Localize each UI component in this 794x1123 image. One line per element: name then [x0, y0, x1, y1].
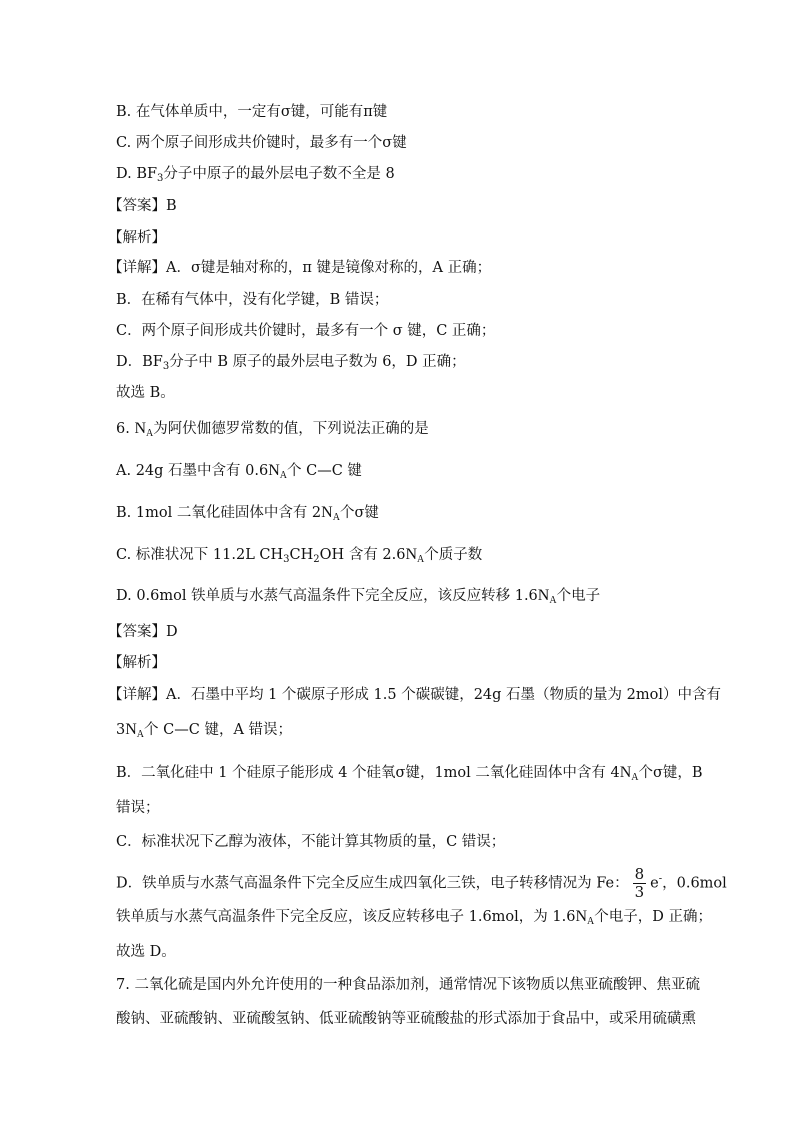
q6-option-a: A. 24g 石墨中含有 $0.6N_A$个 C—C 键	[116, 462, 362, 481]
question-7-line-2: 酸钠、亚硫酸钠、亚硫酸氢钠、低亚硫酸钠等亚硫酸盐的形式添加于食品中，或采用硫磺熏	[116, 1011, 696, 1027]
na-symbol: $N_A$	[321, 504, 340, 523]
option-b: B. 在气体单质中，一定有σ键，可能有π键	[116, 104, 388, 120]
question-7-line-1: 7. 二氧化硫是国内外允许使用的一种食品添加剂，通常情况下该物质以焦亚硫酸钾、焦亚硫	[116, 977, 700, 993]
q6-analysis-label: 【解析】	[108, 655, 166, 671]
q6-explanation-c: C．标准状况下乙醇为液体，不能计算其物质的量，C 错误；	[116, 834, 506, 850]
q6-option-c: C. 标准状况下 11.2L $CH_3CH_2OH$ 含有 $2.6N_A$个质子数	[116, 546, 483, 565]
na-symbol: $N_A$	[405, 546, 425, 565]
na-symbol: $N_A$	[134, 420, 154, 439]
option-c: C. 两个原子间形成共价键时，最多有一个σ键	[116, 135, 407, 151]
q6-option-d: D. 0.6mol 铁单质与水蒸气高温条件下完全反应，该反应转移 $1.6N_A$个电子	[116, 587, 601, 606]
fraction-8-3: $\frac{8}{3}$	[634, 865, 645, 901]
explanation-d: D．$BF_3$分子中 B 原子的最外层电子数为 6，D 正确；	[116, 354, 466, 372]
explanation-a: 【详解】A．σ键是轴对称的，π 键是镜像对称的，A 正确；	[108, 260, 492, 276]
answer-label: 【答案】B	[108, 198, 177, 214]
q6-explanation-b-2: 错误；	[116, 800, 160, 816]
q6-option-b: B. 1mol 二氧化硅固体中含有 $2N_A$个σ键	[116, 504, 379, 523]
explanation-c: C．两个原子间形成共价键时，最多有一个 σ 键，C 正确；	[116, 323, 496, 339]
explanation-b: B．在稀有气体中，没有化学键，B 错误；	[116, 292, 389, 308]
na-symbol: $N_A$	[575, 908, 595, 927]
na-symbol: $N_A$	[537, 587, 557, 606]
q6-answer-label: 【答案】D	[108, 624, 178, 640]
q6-explanation-d-1: D．铁单质与水蒸气高温条件下完全反应生成四氧化三铁，电子转移情况为 Fe： $\frac{8}{3}$ e-，0.6mol	[116, 865, 727, 901]
conclusion: 故选 B。	[116, 385, 175, 401]
q6-explanation-a-2: $3N_A$个 C—C 键，A 错误；	[116, 721, 293, 740]
q6-explanation-a-1: 【详解】A．石墨中平均 1 个碳原子形成 1.5 个碳碳键，24g 石墨（物质的量为 2mol）中含有	[108, 687, 721, 703]
q6-conclusion: 故选 D。	[116, 944, 176, 960]
na-symbol: $N_A$	[125, 721, 145, 740]
na-symbol: $N_A$	[619, 764, 639, 783]
option-d: D. $BF_3$分子中原子的最外层电子数不全是 8	[116, 166, 395, 184]
q6-explanation-d-2: 铁单质与水蒸气高温条件下完全反应，该反应转移电子 1.6mol，为 $1.6N_A$个电子，D 正确；	[116, 908, 712, 927]
question-6-stem: 6. $N_A$为阿伏伽德罗常数的值，下列说法正确的是	[116, 420, 429, 439]
q6-explanation-b-1: B．二氧化硅中 1 个硅原子能形成 4 个硅氧σ键，1mol 二氧化硅固体中含有 $4N_A$个σ键，B	[116, 764, 703, 783]
na-symbol: $N_A$	[268, 462, 287, 481]
analysis-label: 【解析】	[108, 230, 166, 246]
